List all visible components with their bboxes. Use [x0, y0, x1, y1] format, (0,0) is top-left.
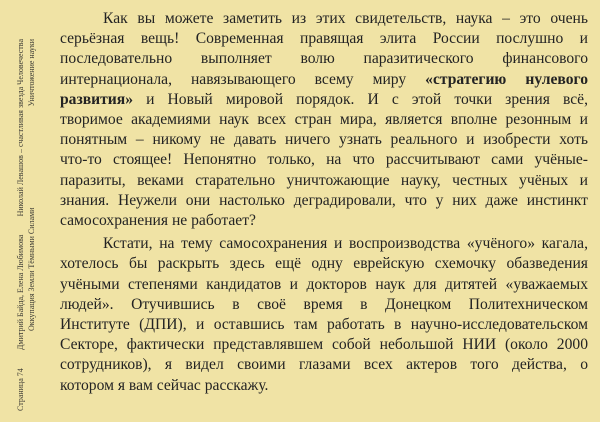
text-line: паразиты, веками старательно уничтожающие науку, честных учёных и — [60, 171, 588, 189]
text-line: хотелось бы раскрыть здесь ещё одну еврейскую схемочку обазведения — [60, 255, 588, 273]
text-line: знания. Неужели они настолько деградировали, что у них даже инстинкт — [60, 191, 588, 209]
page-number: Страница 74 — [16, 368, 25, 411]
text-line: самосохранения не работает? — [60, 212, 256, 230]
text-line: людей». Отучившись в своё время в Донецком Политехническом — [60, 295, 588, 313]
text-line — [60, 90, 588, 110]
running-header-line-2 — [26, 39, 37, 411]
text-line: творимое академиями наук всех стран мира, является вполне резонным и — [60, 111, 588, 129]
body-text — [60, 9, 588, 396]
text-line: Секторе, фактически представлявшем собой небольшой НИИ (около 2000 — [60, 336, 588, 354]
header-authors: Дмитрий Байда, Елена Любимова — [16, 234, 25, 350]
running-header-line-1 — [15, 39, 26, 411]
text-line: котором я вам сейчас расскажу. — [60, 376, 269, 394]
text-line — [60, 70, 588, 90]
header-part-title: Оккупация Земли Тёмными Силами — [27, 207, 36, 331]
text-segment: интернационала, навязывающего всему миру — [60, 70, 426, 88]
text-line: серьёзная вещь! Современная правящая элита России послушно и — [60, 30, 588, 48]
text-line: учёными степенями кандидатов и докторов наук для дитятей «уважаемых — [60, 275, 588, 293]
text-line: Институте (ДПИ), и оставшись там работать в научно-исследовательском — [60, 316, 588, 334]
text-line: понятным – никому не давать ничего узнать реального и изобрести хоть — [60, 131, 588, 149]
text-line: сотрудников), я видел своими глазами всех актеров того действа, о — [60, 356, 588, 374]
paragraph-1 — [60, 9, 588, 231]
running-header — [15, 39, 37, 411]
bold-phrase: развития» — [60, 90, 134, 108]
text-line: Кстати, на тему самосохранения и воспроизводства «учёного» кагала, — [103, 235, 588, 253]
text-line: что-то стоящее! Непонятно только, на что рассчитывают сами учёные- — [60, 151, 588, 169]
header-chapter-title: Уничтожение науки — [27, 39, 36, 107]
header-book-title: Николай Левашов – счастливая звезда Человечества — [16, 39, 25, 217]
bold-phrase: «стратегию нулевого — [425, 70, 588, 88]
text-line: последовательно выполняет волю паразитического финансового — [60, 50, 588, 68]
text-line: Как вы можете заметить из этих свидетельств, наука – это очень — [103, 10, 588, 27]
text-segment: и Новый мировой порядок. И с этой точки зрения всё, — [133, 90, 588, 108]
paragraph-2 — [60, 234, 588, 396]
